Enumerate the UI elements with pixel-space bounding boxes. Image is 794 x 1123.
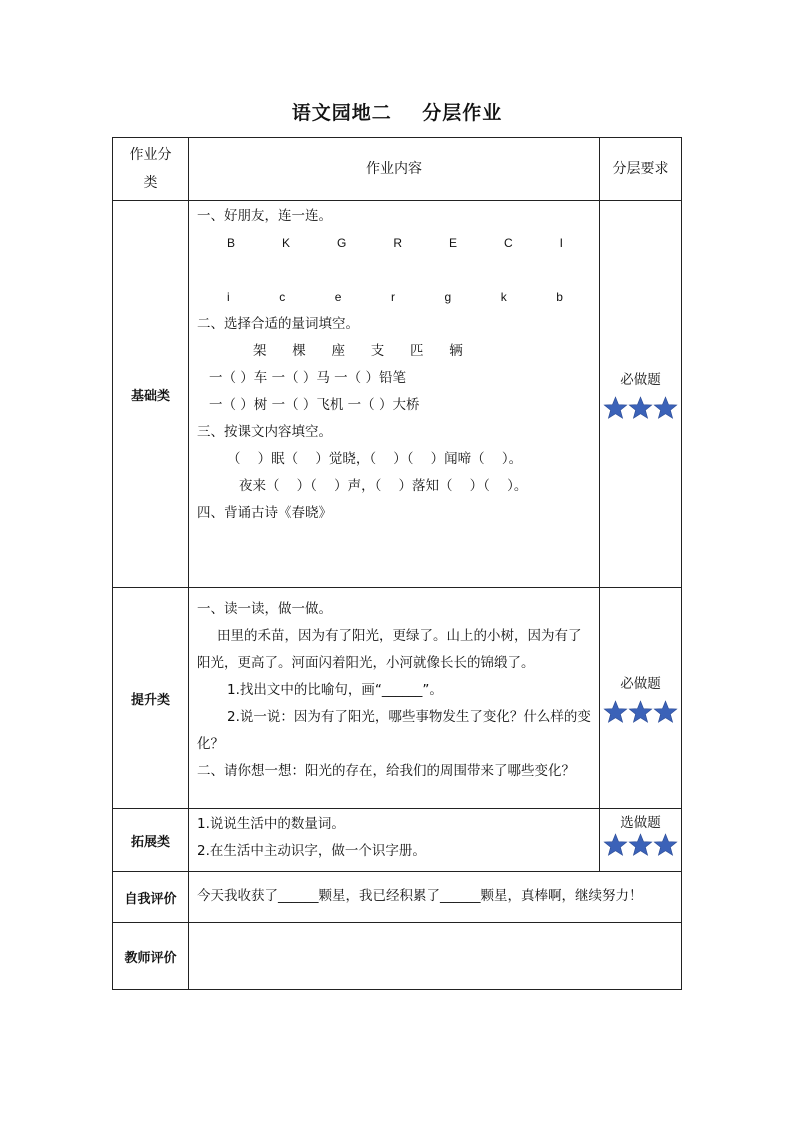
basic-stars — [600, 396, 681, 420]
improve-passage: 田里的禾苗，因为有了阳光，更绿了。山上的小树，因为有了阳光，更高了。河面闪着阳光，小河就像长长的锦缎了。 — [197, 628, 582, 671]
lowercase-letter: b — [556, 290, 563, 304]
star-icon — [628, 700, 653, 724]
poem-line-2: 夜来（ ）（ ）声，（ ）落知（ ）（ ）。 — [239, 478, 528, 494]
self-eval-category: 自我评价 — [113, 872, 189, 923]
improve-task-2: 2.说一说：因为有了阳光，哪些事物发生了变化？什么样的变化？ — [197, 709, 591, 752]
lowercase-letter: e — [334, 290, 342, 304]
extend-requirement-label: 选做题 — [620, 815, 661, 831]
uppercase-letter: B — [227, 236, 236, 250]
header-category — [113, 138, 189, 201]
uppercase-letters — [197, 230, 593, 257]
improve-q2-title: 二、请你想一想：阳光的存在，给我们的周围带来了哪些变化？ — [197, 763, 575, 779]
star-icon — [653, 396, 678, 420]
header-category-label: 作业分类 — [129, 147, 172, 191]
page-title: 语文园地二 分层作业 — [291, 102, 503, 124]
basic-q4-title: 四、背诵古诗《春晓》 — [197, 505, 332, 521]
improve-stars — [600, 700, 681, 724]
teacher-eval-text[interactable] — [189, 923, 682, 990]
header-content: 作业内容 — [189, 138, 600, 201]
basic-category: 基础类 — [113, 201, 189, 588]
basic-content — [189, 201, 600, 588]
basic-q2-title: 二、选择合适的量词填空。 — [197, 316, 359, 332]
lowercase-letter: k — [500, 290, 507, 304]
uppercase-letter: I — [559, 236, 563, 250]
improve-requirement — [600, 588, 682, 809]
poem-line-1: （ ）眠（ ）觉晓，（ ）（ ）闻啼（ ）。 — [227, 451, 523, 467]
star-icon — [653, 833, 678, 857]
uppercase-letter: C — [503, 236, 513, 250]
extend-content — [189, 809, 600, 872]
extend-stars — [600, 833, 681, 857]
measure-line-2: 一（ ）树 一（ ）飞机 一（ ）大桥 — [209, 397, 420, 413]
basic-requirement-label: 必做题 — [620, 372, 661, 388]
basic-q1-title: 一、好朋友，连一连。 — [197, 208, 332, 224]
basic-q3-title: 三、按课文内容填空。 — [197, 424, 332, 440]
lowercase-letter: i — [227, 290, 230, 304]
improve-q1-title: 一、读一读，做一做。 — [197, 601, 332, 617]
self-eval-text: 今天我收获了______颗星，我已经积累了______颗星，真棒啊，继续努力！ — [189, 872, 682, 923]
measure-words: 架 棵 座 支 匹 辆 — [253, 343, 463, 359]
extend-item-2: 2.在生活中主动识字，做一个识字册。 — [197, 843, 426, 859]
extend-requirement — [600, 809, 682, 872]
measure-line-1: 一（ ）车 一（ ）马 一（ ）铅笔 — [209, 370, 406, 386]
improve-requirement-label: 必做题 — [620, 676, 661, 692]
improve-row — [113, 588, 682, 809]
star-icon — [603, 833, 628, 857]
star-icon — [603, 700, 628, 724]
star-icon — [653, 700, 678, 724]
improve-task-1: 1.找出文中的比喻句，画“______”。 — [227, 682, 443, 698]
lowercase-letter: c — [279, 290, 286, 304]
star-icon — [628, 396, 653, 420]
teacher-eval-category: 教师评价 — [113, 923, 189, 990]
header-requirement: 分层要求 — [600, 138, 682, 201]
uppercase-letter: K — [282, 236, 291, 250]
self-eval-row — [113, 872, 682, 923]
lowercase-letter: r — [390, 290, 395, 304]
extend-item-1: 1.说说生活中的数量词。 — [197, 816, 345, 832]
improve-category: 提升类 — [113, 588, 189, 809]
extend-category: 拓展类 — [113, 809, 189, 872]
lowercase-letters — [197, 284, 593, 311]
lowercase-letter: g — [444, 290, 452, 304]
star-icon — [603, 396, 628, 420]
uppercase-letter: E — [448, 236, 457, 250]
uppercase-letter: G — [337, 236, 347, 250]
improve-content — [189, 588, 600, 809]
basic-row — [113, 201, 682, 588]
uppercase-letter: R — [393, 236, 402, 250]
teacher-eval-row — [113, 923, 682, 990]
homework-table — [112, 137, 682, 990]
basic-requirement — [600, 201, 682, 588]
extend-row — [113, 809, 682, 872]
header-row — [113, 138, 682, 201]
star-icon — [628, 833, 653, 857]
